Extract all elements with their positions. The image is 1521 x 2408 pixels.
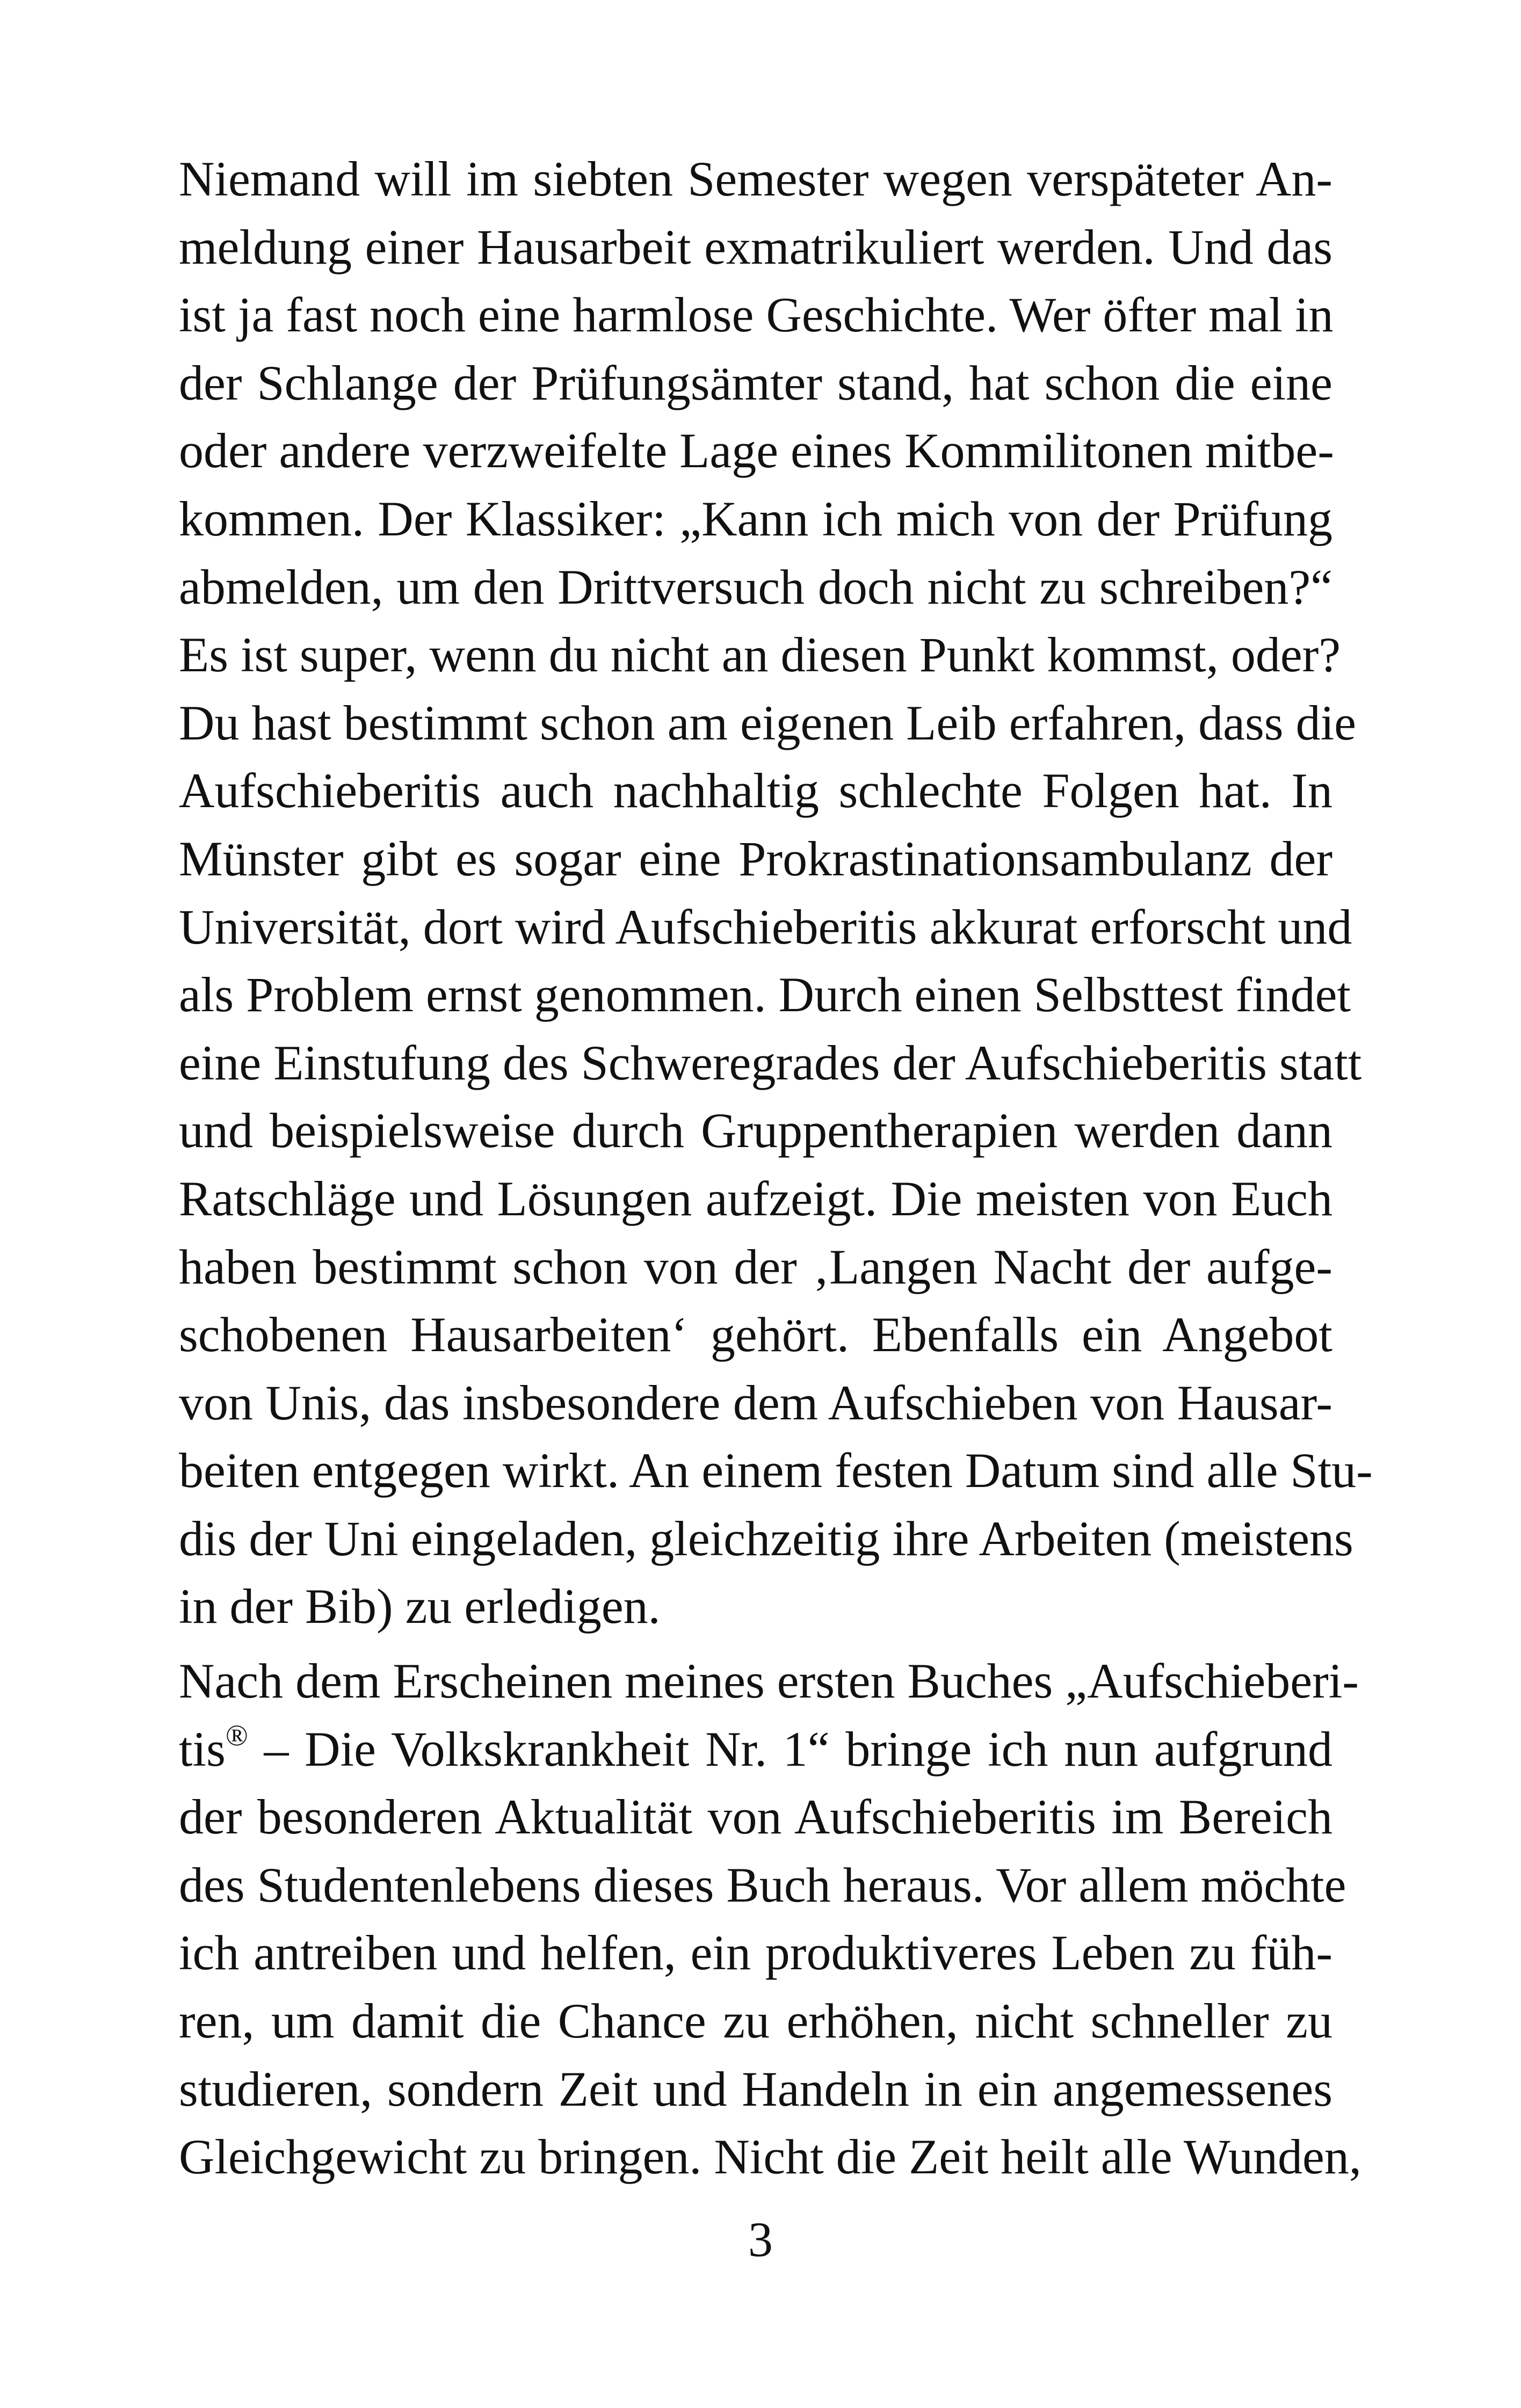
text-line: ist ja fast noch eine harmlose Geschichte. Wer öfter mal in [179,287,1334,343]
text-line: der Schlange der Prüfungsämter stand, hat schon die eine [179,355,1332,410]
text-line: Aufschieberitis auch nachhaltig schlechte Folgen hat. In [179,763,1332,818]
line-segment: – Die Volkskrankheit Nr. 1“ bringe ich nun aufgrund [248,1721,1332,1776]
text-line: des Studentenlebens dieses Buch heraus. Vor allem möchte [179,1857,1346,1912]
text-line: Es ist super, wenn du nicht an diesen Punkt kommst, oder? [179,627,1341,683]
page-number: 3 [748,2212,773,2267]
text-line: Niemand will im siebten Semester wegen verspäteter An- [179,151,1332,206]
text-line-with-trademark [179,1715,1332,1783]
text-line: Gleichgewicht zu bringen. Nicht die Zeit heilt alle Wunden, [179,2129,1361,2185]
text-line: der besonderen Aktualität von Aufschieberitis im Bereich [179,1789,1332,1845]
text-line: schobenen Hausarbeiten‘ gehört. Ebenfalls ein Angebot [179,1307,1332,1362]
paragraph-1 [179,145,1373,1641]
text-line: meldung einer Hausarbeit exmatrikuliert werden. Und das [179,219,1332,274]
text-line: Nach dem Erscheinen meines ersten Buches „Aufschieberi- [179,1653,1359,1708]
registered-trademark-symbol: ® [225,1718,248,1752]
text-line: Du hast bestimmt schon am eigenen Leib erfahren, dass die [179,695,1357,750]
text-line: ich antreiben und helfen, ein produktiveres Leben zu füh- [179,1925,1332,1981]
text-line: eine Einstufung des Schweregrades der Aufschieberitis statt [179,1035,1362,1090]
text-line: als Problem ernst genommen. Durch einen Selbsttest findet [179,967,1351,1022]
text-line: und beispielsweise durch Gruppentherapien werden dann [179,1103,1332,1158]
text-line: von Unis, das insbesondere dem Aufschieben von Hausar- [179,1375,1332,1430]
text-line: beiten entgegen wirkt. An einem festen Datum sind alle Stu- [179,1443,1373,1498]
text-line: Universität, dort wird Aufschieberitis akkurat erforscht und [179,899,1352,954]
text-line: Münster gibt es sogar eine Prokrastinationsambulanz der [179,831,1332,886]
paragraph-2 [179,1647,1361,2191]
text-line: abmelden, um den Drittversuch doch nicht zu schreiben?“ [179,559,1332,614]
text-line: Ratschläge und Lösungen aufzeigt. Die meisten von Euch [179,1171,1332,1226]
text-line: kommen. Der Klassiker: „Kann ich mich von der Prüfung [179,491,1332,546]
line-segment: tis [179,1721,226,1776]
text-line: oder andere verzweifelte Lage eines Kommilitonen mitbe- [179,423,1334,478]
text-line: ren, um damit die Chance zu erhöhen, nicht schneller zu [179,1993,1332,2048]
text-line: in der Bib) zu erledigen. [179,1579,661,1634]
text-line: studieren, sondern Zeit und Handeln in ein angemessenes [179,2061,1332,2116]
text-line: dis der Uni eingeladen, gleichzeitig ihre Arbeiten (meistens [179,1511,1353,1566]
text-line: haben bestimmt schon von der ‚Langen Nacht der aufge- [179,1239,1332,1294]
